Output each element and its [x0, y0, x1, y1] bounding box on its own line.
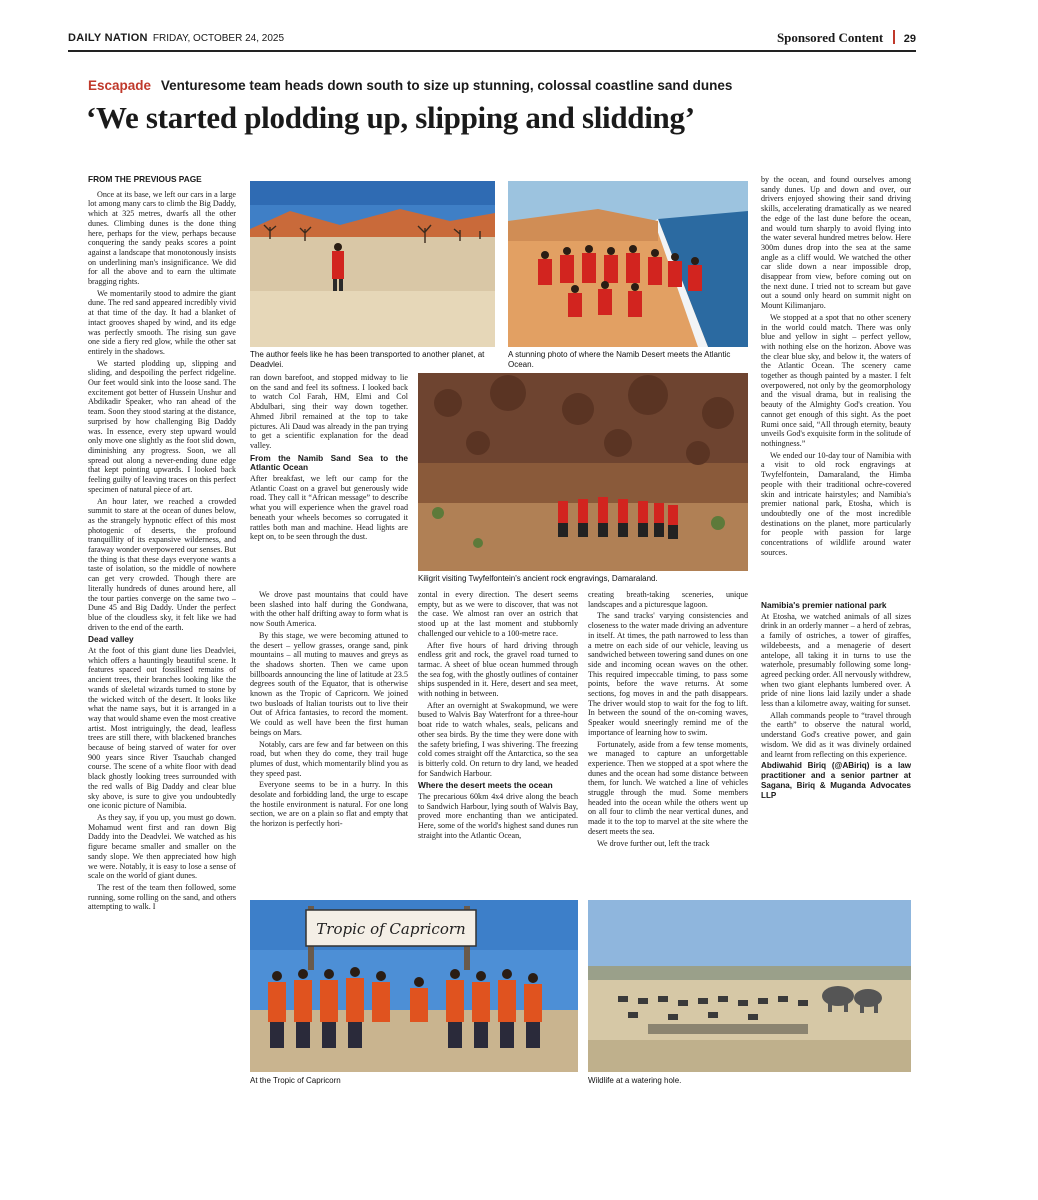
paragraph: The sand tracks' varying consistencies and closeness to the water made driving an adventure in itself. At times, the path narrowed to less than a metre on each side of our vehicle, leaving us sandwiched between towering sand dunes on one side and incoming ocean waves on the other. This required impeccable timing, to pass some points, before the wave returns. At some sections, fog moves in and the path disappears. The driver would stop to wait for the fog to lift. In between the sound of the on-coming waves, Speaker would sneeringly remind me of the importance of learning how to swim.: [588, 611, 748, 737]
photo-rock-engravings: [418, 373, 748, 571]
paper-name: DAILY NATION: [68, 32, 148, 44]
paragraph: Everyone seems to be in a hurry. In this desolate and forbidding land, the urge to escape the hostile environment is natural. For one long section, we are on a plain so flat and empty that the horizon is perfectly hori-: [250, 780, 408, 829]
caption-atlantic: A stunning photo of where the Namib Desert meets the Atlantic Ocean.: [508, 350, 731, 369]
paragraph: ran down barefoot, and stopped midway to lie on the sand and feel its softness. I looked back to watch Col Farah, HM, Elmi and Col Abdulbari, sing their way down together. Ahmed Jibril remained at the top to take pictures. Ali Daud was already in the pan trying to get a scientific explanation for the dead valley.: [250, 373, 408, 450]
byline: Abdiwahid Biriq (@ABiriq) is a law practitioner and a senior partner at Sagana, Biriq & Muganda Advocates LLP: [761, 761, 911, 801]
paragraph: Notably, cars are few and far between on this road, but when they do come, they trail huge plumes of dust, which momentarily blind you as they speed past.: [250, 739, 408, 778]
paragraph: After breakfast, we left our camp for the Atlantic Coast on a gravel but generously wide road. They call it “African message” to describe what you will experience when the gravel road beneath your wheels becomes so corrugated it rattles both man and machine. Head lights are kept on, to be seen through the dust.: [250, 474, 408, 542]
caption-wildlife: Wildlife at a watering hole.: [588, 1076, 682, 1085]
photo-capricorn: [250, 900, 578, 1072]
kicker: [88, 78, 732, 93]
section-title: Sponsored Content: [776, 30, 884, 45]
from-previous-page: FROM THE PREVIOUS PAGE: [88, 175, 202, 184]
paragraph: Once at its base, we left our cars in a large lot among many cars to climb the Big Daddy, which at 325 metres, dwarfs all the other dunes. Climbing dunes is the done thing here, perhaps for the view, perhaps because conquering the sandy peaks scores a point against a landscape that monotonously insists on underlining man's insignificance. We did for all the above and to earn the ultimate bragging rights.: [88, 189, 236, 287]
headline: ‘We started plodding up, slipping and slidding’: [86, 100, 695, 135]
column-1: [88, 175, 236, 1088]
photo-atlantic: [508, 181, 748, 347]
column-2-top: [250, 373, 408, 588]
caption-capricorn: At the Tropic of Capricorn: [250, 1076, 341, 1085]
photo-deadvlei: [250, 181, 495, 347]
paragraph: At the foot of this giant dune lies Deadvlei, which offers a hauntingly beautiful scene. It features spaced out fossilised remains of ancient trees, their branches looking like the wands of skeletal wizards turned to stone by the wicked witch of the desert. It looks like what the name says, but it is arranged in a way that would shame even the most creative artist. Most intriguingly, the dead, leafless trees are still there, with blackened branches because of being starved of water for over 900 years since River Tsauchab changed course. The scene of a white floor with dead black ghostly looking trees surrounded with the red walls of Big Daddy and clear blue sky above, is sure to give you undoubtedly one iconic picture of Namibia.: [88, 646, 236, 811]
masthead: [68, 28, 916, 52]
subheading-dead-valley: Dead valley: [88, 634, 134, 645]
column-2-bottom: [250, 590, 408, 893]
paragraph: We drove further out, left the track: [597, 838, 710, 848]
masthead-divider: [893, 30, 895, 44]
paragraph: We ended our 10-day tour of Namibia with a visit to old rock engravings at Twyfelfontein, Damaraland, the Himba people with their traditional ochre-covered skin and intricate hairstyles; and Namibia's premier national park, Etosha, which is undoubtedly one of the most incredible destinations on the planet, more particularly for people with passion for large concentrations of wildlife around water sources.: [761, 450, 911, 557]
section-label: Escapade: [88, 78, 152, 93]
paragraph: By this stage, we were becoming attuned to the desert – yellow grasses, orange sand, pink mountains – all muting to mauves and greys as the shadows shorten. Then we came upon billboards announcing the line of latitude at 23.5 degrees south of the Equator, that is otherwise known as the Tropic of Capricorn. We joined two busloads of Italian tourists out to live their Out of Africa fantasies, to record the moment. We could as well have been the first human beings on Mars.: [250, 630, 408, 737]
paragraph: creating breath-taking sceneries, unique landscapes and a picturesque lagoon.: [588, 590, 748, 609]
newspaper-page: [68, 28, 916, 1088]
sign-text: Tropic of Capricorn: [316, 920, 466, 938]
photo-wildlife: [588, 900, 911, 1072]
paragraph: Fortunately, aside from a few tense moments, we managed to capture an unforgettable experience. Then we stopped at a spot where the dunes and the ocean had some distance between them, for lunch. We watched a line of vehicles struggle through the mud. Some members headed into the ocean while the others went up on all four to climb the near vertical dunes, and made it to the top to marvel at the site where the desert meets the sea.: [588, 739, 748, 836]
caption-rock: Kiligrit visiting Twyfelfontein's ancient rock engravings, Damaraland.: [418, 574, 658, 583]
column-4: [588, 590, 748, 893]
subheading-namib-sea: From the Namib Sand Sea to the Atlantic Ocean: [250, 452, 408, 473]
column-5-top: [761, 175, 911, 595]
paragraph: At Etosha, we watched animals of all sizes drink in an orderly manner – a herd of zebras, a family of ostriches, a tower of giraffes, wildebeests, and a menagerie of desert antelope, all taking it in turns to use the waterhole, presumably following some long-agreed pecking order. All nervously withdrew, when two giant elephants lumbered over. A pride of nine lions laid lazily under a shade less than a kilometre away, waiting for sunset.: [761, 611, 911, 709]
caption-deadvlei: The author feels like he has been transported to another planet, at Deadvlei.: [250, 350, 485, 369]
paragraph: Allah commands people to “travel through the earth” to observe the natural world, understand God's creative power, and gain wisdom. We did as it was divinely ordained and learnt from reflecting on this experience.: [761, 710, 911, 759]
paragraph: After an overnight at Swakopmund, we were bused to Walvis Bay Waterfront for a three-hour boat ride to watch whales, seals, pelicans and other sea birds. By the time they were done with the safety briefing, I was shivering. The freezing cold comes straight off the Antarctica, so the sea is bitterly cold. On return to dry land, we headed for Sandwich Harbour.: [418, 700, 578, 778]
paragraph: by the ocean, and found ourselves among sandy dunes. Up and down and over, our drivers enjoyed showing their sand driving skills, accelerating dramatically as we neared the edge of the last dune before the ocean, and would turn sharply to avoid flying into the water several hundred metres below. Here 300m dunes drop into the sea at the same angle as a cliff would. We watched the other car slide down a near impossible drop, disappear from view, before coming out on the next dune. I tried not to scream but gave out a sound only heard on summit night on Mount Kilimanjaro.: [761, 175, 911, 311]
subheading-desert-ocean: Where the desert meets the ocean: [418, 780, 553, 791]
issue-date: FRIDAY, OCTOBER 24, 2025: [152, 33, 285, 44]
paragraph: We momentarily stood to admire the giant dune. The red sand appeared incredibly vivid at that time of the day. It had a blanket of intact grooves shaped by wind, and its edge was perfectly smooth. The rising sun gave one side a fiery red glow, while the other sat entirely in the shadows.: [88, 288, 236, 356]
subheading-national-park: Namibia's premier national park: [761, 600, 887, 610]
paragraph: The precarious 60km 4x4 drive along the beach to Sandwich Harbour, lying south of Walvis Bay, proved more enchanting than we anticipated. Here, some of the world's highest sand dunes run straight into the Atlantic Ocean,: [418, 792, 578, 840]
page-number: 29: [903, 33, 916, 45]
paragraph: We stopped at a spot that no other scenery in the world could match. There was only blue and yellow in sight – perfect yellow, with nothing else on the horizon. Above was the clear blue sky, and below it, the waters of the Atlantic Ocean. The scenery came together as though painted by a master. I felt overpowered, not only by the geomorphology and the visual drama, but in realising the beauty of the Almighty God's creation. You cannot get enough of this sight. As the poet Rumi once said, “All through eternity, beauty unveils God's exquisite form in the solitude of nothingness.”: [761, 312, 911, 448]
paragraph: The rest of the team then followed, some running, some rolling on the sand, and others attempting to walk. I: [88, 882, 236, 912]
column-5-bottom: [761, 598, 911, 903]
paragraph: As they say, if you up, you must go down. Mohamud went first and ran down Big Daddy into the Deadvlei. We watched as his figure became smaller and smaller on the sandy slope. We then appreciated how high we were. Notably, it is easy to lose a sense of scale on the world of giant dunes.: [88, 813, 236, 881]
column-3: [418, 590, 578, 893]
paragraph: After five hours of hard driving through endless grit and rock, the gravel road turned to tarmac. A sheet of blue ocean hummed through the sea fog, with the ghostly outlines of container ships suspended in it. Here, desert and sea meet, with nothing in between.: [418, 640, 578, 699]
paragraph: We drove past mountains that could have been slashed into half during the Gondwana, with the other half drifting away to form what is now South America.: [250, 590, 408, 629]
paragraph: An hour later, we reached a crowded summit to stare at the ocean of dunes below, as the strangely hypnotic effect of this most photogenic of deserts, the profound tranquillity of its expansive wilderness, and faraway wonder overpowered our senses. But the thing is that these days everyone wants a taste of isolation, so the middle of nowhere can get very crowded. Though there are literally hundreds of dunes around here, all the tour parties converge on the same two – Dune 45 and Big Daddy. Under the perfect blue of the cloudless sky, it felt like we had driven to the end of the earth.: [88, 496, 236, 632]
kicker-text: Venturesome team heads down south to size up stunning, colossal coastline sand dunes: [160, 78, 733, 93]
paragraph: We started plodding up, slipping and sliding, and despoiling the perfect ridgeline. Our feet would sink into the loose sand. The excitement got better of Hussein Unshur and Abdikadir Speaker, who ran ahead of the team. Soon they stood staring at the distance, surprised by how challenging Big Daddy was. In essence, every step upward would only move one slightly as the foot slid down, diminishing any progress. Soon, we all spread out along a never-ending dune edge that kept pointing upwards. I looked back feeling guilty of leaving traces on this perfect specimen of natural piece of art.: [88, 358, 236, 494]
paragraph: zontal in every direction. The desert seems empty, but as we were to discover, that was not the case. We almost ran over an ostrich that stood up at the last moment and stubbornly challenged our vehicle to a 100-metre race.: [418, 590, 578, 638]
